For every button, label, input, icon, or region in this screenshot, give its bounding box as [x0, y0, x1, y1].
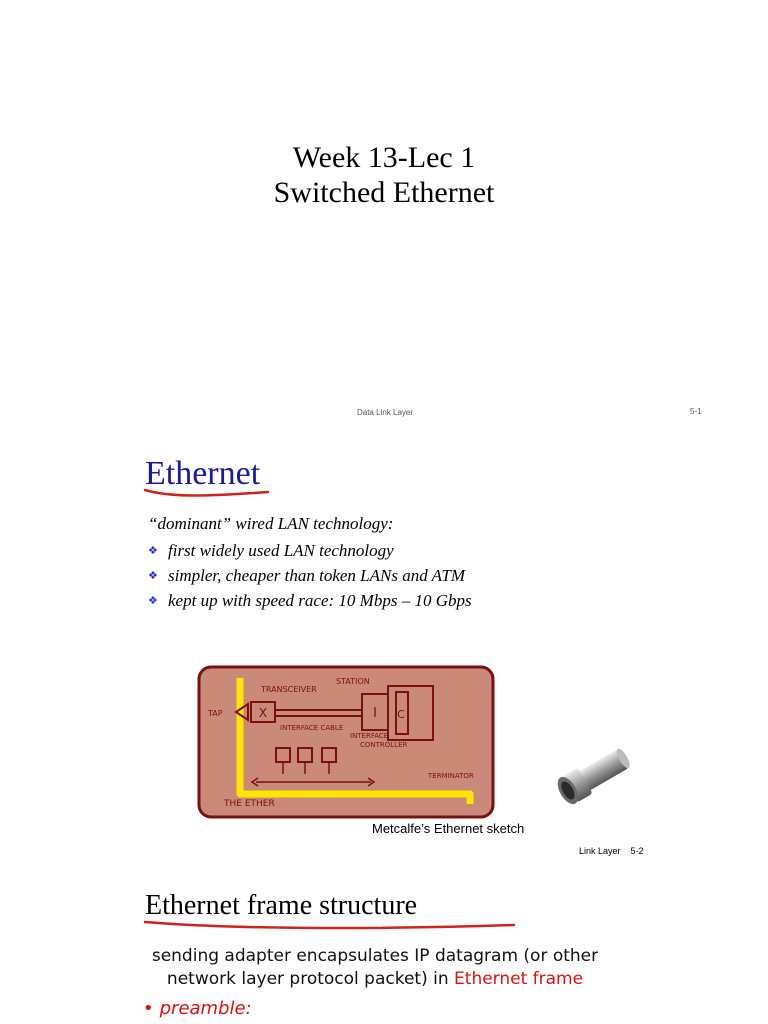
diamond-bullet-icon: ❖ [148, 594, 158, 607]
slide3-bullet [143, 998, 252, 1019]
slide3-body-highlight: Ethernet frame [454, 969, 584, 989]
bnc-connector-image [552, 745, 634, 807]
slide3-body-text: sending adapter encapsulates IP datagram (or other network layer protocol packet) in [151, 946, 599, 989]
sketch-label-the-ether: THE ETHER [224, 799, 275, 809]
slide2-page-number: 5-2 [630, 846, 644, 856]
sketch-label-transceiver: TRANSCEIVER [261, 685, 317, 694]
slide1-footer-label: Data Link Layer [356, 408, 414, 417]
diamond-bullet-icon: ❖ [148, 544, 158, 557]
list-item: ❖ first widely used LAN technology [148, 538, 472, 563]
slide1-page-number: 5-1 [690, 407, 702, 416]
slide2-bullet-list [148, 538, 472, 613]
slide3-body [140, 945, 610, 991]
slide2-title: Ethernet [145, 455, 261, 492]
slide3-bullet-text: preamble: [159, 998, 252, 1019]
slide1-title-line1: Week 13-Lec 1 [292, 141, 476, 174]
slide3-title-underline [142, 918, 522, 932]
slide2-footer-label: Link Layer [579, 846, 621, 856]
sketch-x-box: X [258, 706, 268, 720]
sketch-i-box: I [373, 706, 377, 721]
diamond-bullet-icon: ❖ [148, 569, 158, 582]
slide3-title: Ethernet frame structure [145, 890, 418, 921]
list-item: ❖ kept up with speed race: 10 Mbps – 10 Gbps [148, 588, 472, 613]
sketch-caption: Metcalfe’s Ethernet sketch [372, 821, 525, 836]
list-item: ❖ simpler, cheaper than token LANs and ATM [148, 563, 472, 588]
bullet-dot-icon: • [143, 998, 154, 1019]
sketch-label-tap: TAP [208, 709, 223, 718]
slide2-intro: “dominant” wired LAN technology: [148, 514, 394, 533]
metcalfe-ethernet-sketch [196, 664, 496, 820]
slide2-footer [579, 846, 644, 856]
slide1-title-line2: Switched Ethernet [273, 176, 495, 209]
sketch-label-interface: INTERFACE [350, 732, 389, 740]
sketch-label-station: STATION [336, 677, 370, 686]
sketch-label-terminator: TERMINATOR [428, 772, 474, 780]
sketch-c-box: C [397, 708, 405, 721]
slide2-title-underline [142, 484, 272, 500]
slide1-title [0, 140, 768, 210]
sketch-label-controller: CONTROLLER [360, 741, 408, 749]
sketch-label-interface-cable: INTERFACE CABLE [280, 724, 344, 732]
